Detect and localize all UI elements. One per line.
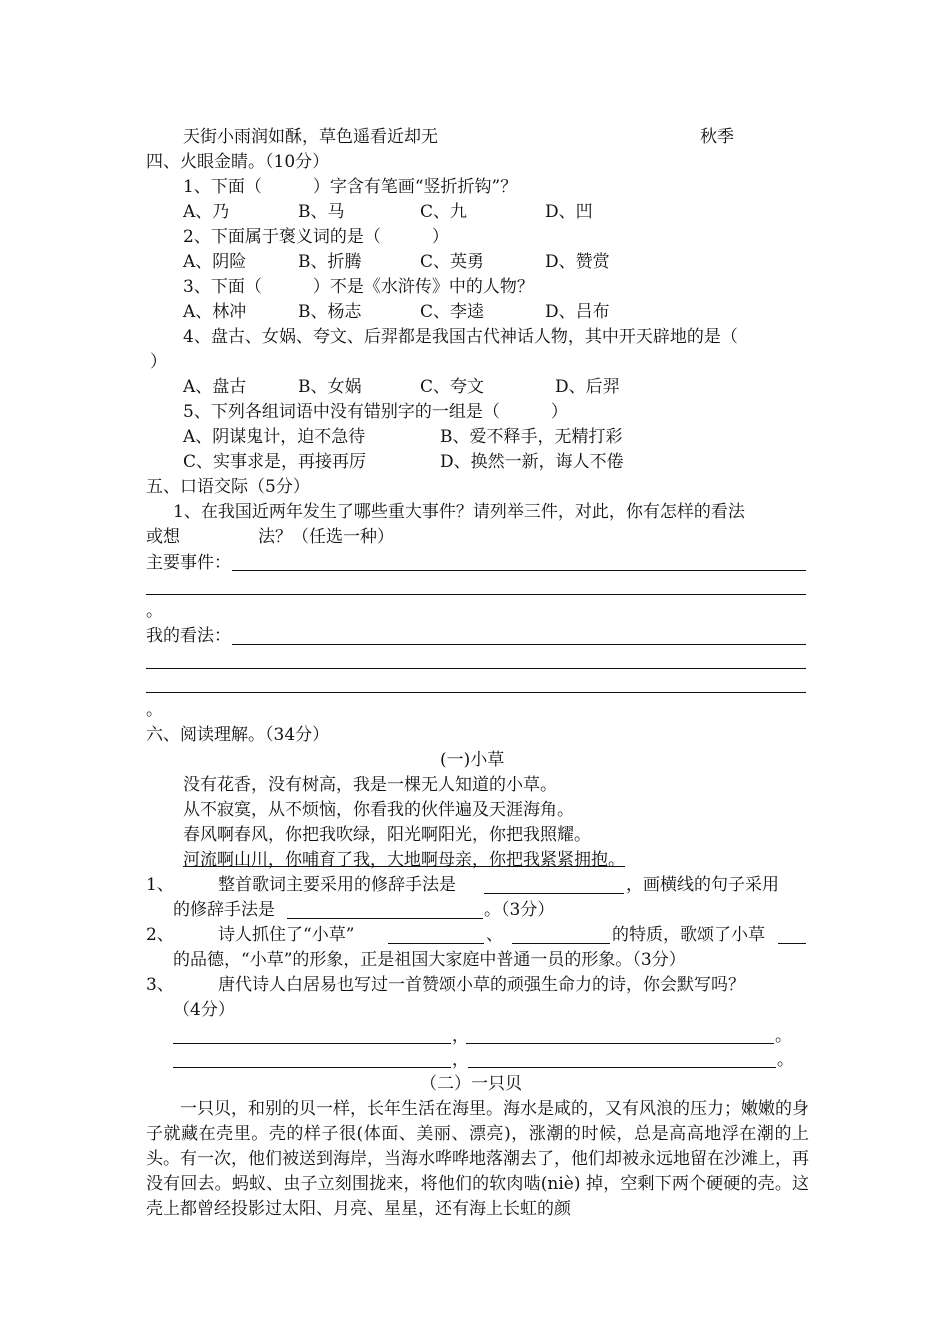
s6-q1-text-a: 整首歌词主要采用的修辞手法是: [218, 875, 456, 895]
s6-q3-text-b: （4分）: [173, 1000, 235, 1020]
poem-answer-blank-2[interactable]: [466, 1043, 774, 1044]
poem-line: 天街小雨润如酥，草色遥看近却无: [183, 127, 438, 147]
s4-q2-opt-d[interactable]: D、赞赏: [545, 252, 610, 272]
poem-answer-period-1: 。: [775, 1026, 792, 1046]
poem-answer-comma-2: ，: [452, 1050, 469, 1070]
s4-q4-opt-b[interactable]: B、女娲: [298, 377, 362, 397]
shell-title: （二）一只贝: [420, 1074, 522, 1094]
s4-q2: 2、下面属于褒义词的是（ ）: [183, 227, 449, 247]
poem-line-2: 从不寂寞，从不烦恼，你看我的伙伴遍及天涯海角。: [183, 800, 574, 820]
s6-q1-text-d: 。（3分）: [484, 900, 555, 920]
s4-q5-opt-d[interactable]: D、换然一新，诲人不倦: [440, 452, 624, 472]
s6-q2-blank-2[interactable]: [512, 943, 610, 944]
s4-q5: 5、下列各组词语中没有错别字的一组是（ ）: [183, 402, 568, 422]
section-4-title: 四、火眼金睛。（10分）: [146, 152, 330, 172]
poem-season: 秋季: [700, 127, 734, 147]
opinion-answer-line-1[interactable]: [232, 644, 806, 645]
poem-line-1: 没有花香，没有树高，我是一棵无人知道的小草。: [183, 775, 557, 795]
s6-q2-text-c: 的特质，歌颂了小草: [612, 925, 765, 945]
events-label: 主要事件：: [146, 553, 231, 573]
opinion-period: 。: [146, 700, 163, 720]
s6-q2-text-b: 、: [486, 925, 503, 945]
s4-q1-opt-b[interactable]: B、马: [298, 202, 345, 222]
s5-q1-line2a: 或想: [146, 527, 180, 547]
section-5-title: 五、口语交际（5分）: [146, 477, 310, 497]
events-answer-line-2[interactable]: [146, 594, 806, 595]
s4-q1-opt-c[interactable]: C、九: [420, 202, 468, 222]
s4-q4-opt-d[interactable]: D、后羿: [555, 377, 620, 397]
poem-answer-comma-1: ，: [452, 1026, 469, 1046]
poem-title: (一)小草: [440, 750, 505, 770]
s4-q2-opt-c[interactable]: C、英勇: [420, 252, 485, 272]
s6-q1-text-b: ，画横线的句子采用: [626, 875, 779, 895]
s4-q3-opt-b[interactable]: B、杨志: [298, 302, 362, 322]
poem-answer-blank-1[interactable]: [173, 1043, 451, 1044]
s6-q2-number: 2、: [146, 925, 174, 945]
s4-q3-opt-a[interactable]: A、林冲: [183, 302, 247, 322]
s6-q2-text-a: 诗人抓住了“小草”: [218, 925, 355, 945]
s6-q2-blank-3[interactable]: [778, 943, 806, 944]
s6-q2-text-d: 的品德，“小草”的形象，正是祖国大家庭中普通一员的形象。（3分）: [173, 950, 686, 970]
s6-q3-number: 3、: [146, 975, 174, 995]
s4-q1-opt-a[interactable]: A、乃: [183, 202, 230, 222]
s4-q4-opt-a[interactable]: A、盘古: [183, 377, 247, 397]
poem-line-3: 春风啊春风，你把我吹绿，阳光啊阳光，你把我照耀。: [183, 825, 591, 845]
s4-q5-opt-c[interactable]: C、实事求是，再接再厉: [183, 452, 367, 472]
events-period: 。: [146, 601, 163, 621]
s4-q1-opt-d[interactable]: D、凹: [545, 202, 593, 222]
poem-answer-blank-3[interactable]: [173, 1067, 451, 1068]
s4-q5-opt-a[interactable]: A、阴谋鬼计，迫不急待: [183, 427, 366, 447]
s4-q3-opt-c[interactable]: C、李逵: [420, 302, 485, 322]
s4-q2-opt-a[interactable]: A、阴险: [183, 252, 247, 272]
s4-q4-cont: ）: [150, 352, 167, 372]
s4-q4-opt-c[interactable]: C、夸文: [420, 377, 485, 397]
poem-answer-period-2: 。: [777, 1050, 794, 1070]
s5-q1-line1: 1、在我国近两年发生了哪些重大事件？请列举三件，对此，你有怎样的看法: [173, 502, 745, 522]
shell-passage: 一只贝，和别的贝一样，长年生活在海里。海水是咸的，又有风浪的压力；嫩嫩的身子就藏在壳里。壳的样子很(体面、美丽、漂亮)，涨潮的时候，总是高高地浮在潮的上头。有一次，他们被送到海岸，当海水哗哗地落潮去了，他们却被永远地留在沙滩上，再没有回去。蚂蚁、虫子立刻围拢来，将他们的软肉啮(niè) 掉，空剩下两个硬硬的壳。这壳上都曾经投影过太阳、月亮、星星，还有海上长虹的颜: [146, 1099, 809, 1219]
opinion-label: 我的看法：: [146, 626, 231, 646]
poem-answer-blank-4[interactable]: [468, 1067, 776, 1068]
s6-q1-blank-1[interactable]: [484, 893, 624, 894]
s4-q3-opt-d[interactable]: D、吕布: [545, 302, 610, 322]
s4-q1: 1、下面（ ）字含有笔画“竖折折钩”？: [183, 177, 518, 197]
s4-q5-opt-b[interactable]: B、爱不释手，无精打彩: [440, 427, 623, 447]
s6-q1-number: 1、: [146, 875, 174, 895]
section-6-title: 六、阅读理解。（34分）: [146, 725, 330, 745]
s6-q3-text-a: 唐代诗人白居易也写过一首赞颂小草的顽强生命力的诗，你会默写吗？: [218, 975, 745, 995]
s6-q2-blank-1[interactable]: [388, 943, 484, 944]
opinion-answer-line-3[interactable]: [146, 692, 806, 693]
s6-q1-text-c: 的修辞手法是: [173, 900, 275, 920]
poem-line-4-underlined: 河流啊山川，你哺育了我，大地啊母亲，你把我紧紧拥抱。: [183, 850, 625, 870]
events-answer-line-1[interactable]: [232, 570, 806, 571]
s4-q3: 3、下面（ ）不是《水浒传》中的人物？: [183, 277, 534, 297]
s6-q1-blank-2[interactable]: [287, 918, 483, 919]
s5-q1-line2b: 法？（任选一种）: [258, 527, 394, 547]
s4-q4: 4、盘古、女娲、夸文、后羿都是我国古代神话人物，其中开天辟地的是（: [183, 327, 738, 347]
s4-q2-opt-b[interactable]: B、折腾: [298, 252, 362, 272]
opinion-answer-line-2[interactable]: [146, 668, 806, 669]
